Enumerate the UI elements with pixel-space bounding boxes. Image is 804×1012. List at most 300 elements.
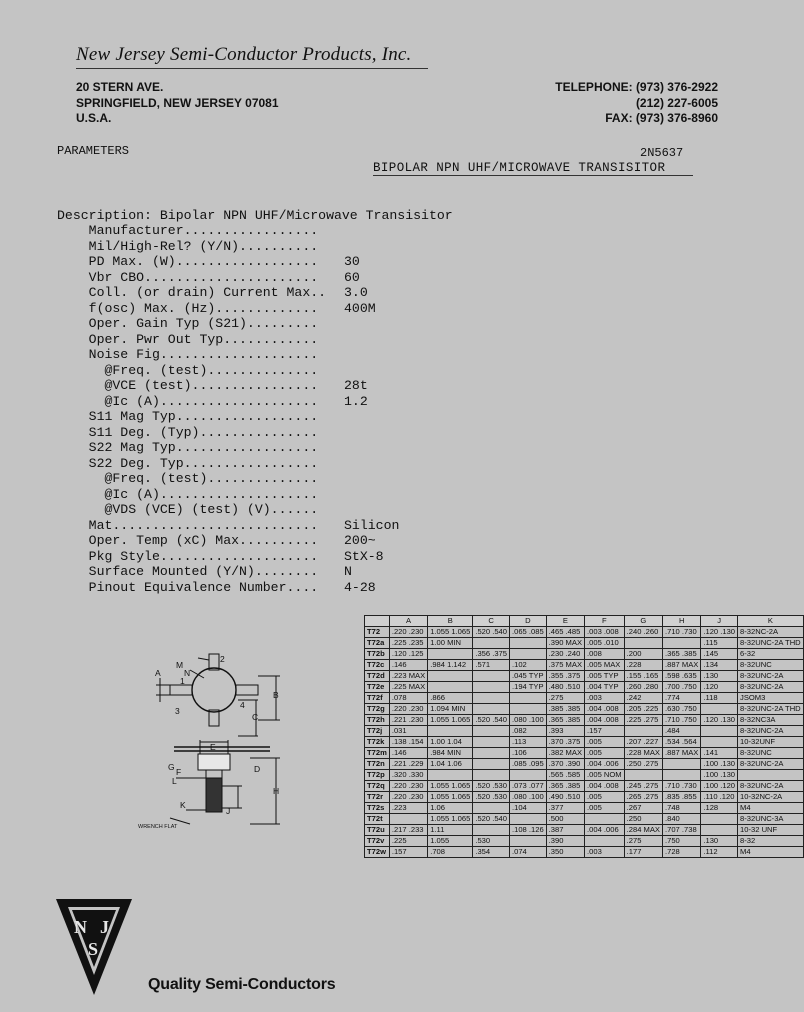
column-header: A xyxy=(389,616,427,627)
parameter-row xyxy=(57,579,376,596)
column-header: B xyxy=(428,616,473,627)
table-row xyxy=(365,660,804,671)
table-row xyxy=(365,814,804,825)
parameter-label: @Ic (A).................... xyxy=(57,486,319,502)
dimension-cell xyxy=(701,704,738,715)
parameter-label: @Freq. (test).............. xyxy=(57,362,319,378)
dimension-cell: .370 .390 xyxy=(546,759,584,770)
dim-label-l: L xyxy=(172,776,177,786)
package-type-cell: T72u xyxy=(365,825,390,836)
dimension-cell: 8-32NC-2A xyxy=(738,627,804,638)
dimension-cell: 8-32UNC-2A xyxy=(738,781,804,792)
dimension-cell: .155 .165 xyxy=(624,671,662,682)
dimension-cell: .221 .229 xyxy=(389,759,427,770)
dimension-cell: .530 xyxy=(473,836,510,847)
parameter-value: 400M xyxy=(344,300,376,316)
dimension-cell: .520 .540 xyxy=(473,814,510,825)
dimension-cell: .145 xyxy=(701,649,738,660)
pin-label-2: 2 xyxy=(220,654,225,664)
dimension-cell: 8-32NC3A xyxy=(738,715,804,726)
dimension-cell: M4 xyxy=(738,803,804,814)
parameter-row xyxy=(57,533,376,549)
address-line: 20 STERN AVE. xyxy=(76,80,164,94)
dimension-cell: .984 MIN xyxy=(428,748,473,759)
dimension-cell: 8-32UNC-2A xyxy=(738,682,804,693)
dimension-cell: .120 .130 xyxy=(701,627,738,638)
telephone-2: (212) 227-6005 xyxy=(635,95,718,110)
parameter-row xyxy=(57,456,318,472)
tagline: Quality Semi-Conductors xyxy=(148,976,336,993)
parameter-row xyxy=(57,316,318,332)
dimension-cell: .113 xyxy=(510,737,547,748)
dimension-cell xyxy=(663,759,701,770)
dimension-cell: .520 .540 xyxy=(473,715,510,726)
dimension-cell: 8-32UNC-2A xyxy=(738,671,804,682)
dimension-cell: .005 xyxy=(585,748,625,759)
parameter-value: 200~ xyxy=(344,533,376,548)
dimension-cell: .710 .750 xyxy=(663,715,701,726)
dimension-cell: .005 MAX xyxy=(585,660,625,671)
dimension-cell: .748 xyxy=(663,803,701,814)
dimension-cell xyxy=(701,825,738,836)
dimension-cell: .194 TYP xyxy=(510,682,547,693)
dimension-cell: .217 .233 xyxy=(389,825,427,836)
dimension-cell xyxy=(738,770,804,781)
package-type-cell: T72f xyxy=(365,693,390,704)
dimension-cell: .004 .006 xyxy=(585,825,625,836)
dimension-cell: .984 1.142 xyxy=(428,660,473,671)
dimension-cell: .565 .585 xyxy=(546,770,584,781)
dimension-table-header xyxy=(365,616,804,627)
dimension-cell xyxy=(473,759,510,770)
dimension-cell xyxy=(473,825,510,836)
top-view xyxy=(156,654,280,736)
parameter-label: Oper. Temp (xC) Max.......... xyxy=(57,533,319,548)
wrench-flat-label: WRENCH FLAT xyxy=(138,824,178,830)
dimension-cell: .082 xyxy=(510,726,547,737)
dimension-cell: .146 xyxy=(389,748,427,759)
table-row xyxy=(365,748,804,759)
dimension-cell xyxy=(585,814,625,825)
dimension-cell: .377 xyxy=(546,803,584,814)
dimension-cell: .700 .750 xyxy=(663,682,701,693)
dimension-cell: .138 .154 xyxy=(389,737,427,748)
dimension-cell: .004 .008 xyxy=(585,715,625,726)
dimension-cell: .225 .235 xyxy=(389,638,427,649)
dimension-cell: .284 MAX xyxy=(624,825,662,836)
dimension-cell: .005 xyxy=(585,803,625,814)
dimension-cell: .887 MAX xyxy=(663,748,701,759)
parameter-row xyxy=(57,347,318,363)
header-rule xyxy=(76,68,428,69)
dimension-cell: .225 xyxy=(389,836,427,847)
dimension-cell: .774 xyxy=(663,693,701,704)
package-type-cell: T72a xyxy=(365,638,390,649)
table-row xyxy=(365,693,804,704)
dimension-cell: .073 .077 xyxy=(510,781,547,792)
dimension-cell: .250 xyxy=(624,814,662,825)
contact-info xyxy=(555,80,718,127)
table-row xyxy=(365,682,804,693)
dimension-cell: 1.055 1.065 xyxy=(428,781,473,792)
dimension-cell: 1.055 1.065 xyxy=(428,715,473,726)
dim-label-n: N xyxy=(184,668,191,678)
dimension-cell: .220 .230 xyxy=(389,627,427,638)
parameter-row xyxy=(57,425,318,441)
dimension-cell xyxy=(510,814,547,825)
dimension-cell: .177 xyxy=(624,847,662,858)
dimension-cell: .520 .540 xyxy=(473,627,510,638)
dimension-cell: .008 xyxy=(585,649,625,660)
dimension-cell: .365 .385 xyxy=(546,715,584,726)
dimension-cell: .100 .130 xyxy=(701,770,738,781)
part-subtitle: BIPOLAR NPN UHF/MICROWAVE TRANSISITOR xyxy=(373,161,666,175)
dimension-cell xyxy=(663,638,701,649)
dimension-cell xyxy=(473,803,510,814)
column-header: G xyxy=(624,616,662,627)
dimension-cell: .840 xyxy=(663,814,701,825)
dimension-cell: .004 .006 xyxy=(585,759,625,770)
column-header: E xyxy=(546,616,584,627)
dimension-cell: .004 .008 xyxy=(585,704,625,715)
dimension-cell: .390 xyxy=(546,836,584,847)
dimension-cell xyxy=(624,770,662,781)
dimension-cell: .220 .230 xyxy=(389,781,427,792)
dimension-cell: .128 xyxy=(701,803,738,814)
dimension-cell xyxy=(473,770,510,781)
dimension-cell xyxy=(510,693,547,704)
parameter-row xyxy=(57,564,352,580)
dimension-cell: .393 xyxy=(546,726,584,737)
dimension-cell: .223 MAX xyxy=(389,671,427,682)
dimension-cell: 1.055 1.065 xyxy=(428,814,473,825)
dimension-cell xyxy=(624,638,662,649)
dimension-cell: 8-32UNC-2A xyxy=(738,726,804,737)
dimension-cell xyxy=(428,770,473,781)
dimension-cell: .106 xyxy=(510,748,547,759)
dimension-cell: .265 .275 xyxy=(624,792,662,803)
dimension-cell: .375 MAX xyxy=(546,660,584,671)
dimension-cell: .390 MAX xyxy=(546,638,584,649)
dimension-cell xyxy=(510,638,547,649)
address-line: U.S.A. xyxy=(76,111,112,125)
dimension-cell: .134 xyxy=(701,660,738,671)
dim-label-g: G xyxy=(168,762,175,772)
parameter-value: 4-28 xyxy=(344,579,376,595)
parameter-value: StX-8 xyxy=(344,548,384,564)
parameter-label: Oper. Gain Typ (S21)......... xyxy=(57,316,319,331)
dimension-cell xyxy=(473,737,510,748)
parameter-row xyxy=(57,378,368,394)
dim-label-k: K xyxy=(180,800,186,810)
parameter-row xyxy=(57,269,360,286)
package-type-cell: T72b xyxy=(365,649,390,660)
logo-letter-s: S xyxy=(88,939,99,959)
pin-label-1: 1 xyxy=(180,676,185,686)
parameter-row xyxy=(57,223,318,239)
dimension-cell: .065 .085 xyxy=(510,627,547,638)
parameter-label: S22 Deg. Typ................. xyxy=(57,455,319,471)
dimension-cell: .387 xyxy=(546,825,584,836)
table-row xyxy=(365,704,804,715)
address-line: SPRINGFIELD, NEW JERSEY 07081 xyxy=(76,95,279,110)
dimension-cell: .004 TYP xyxy=(585,682,625,693)
parameter-label: f(osc) Max. (Hz)............. xyxy=(57,300,319,316)
parameter-row xyxy=(57,332,318,348)
dimension-cell: .220 .230 xyxy=(389,704,427,715)
parameter-row xyxy=(57,393,368,410)
dimension-cell: .005 xyxy=(585,792,625,803)
dimension-cell: 8-32 xyxy=(738,836,804,847)
table-row xyxy=(365,737,804,748)
dimension-cell: 1.11 xyxy=(428,825,473,836)
dim-label-e: E xyxy=(210,742,216,752)
package-type-cell: T72p xyxy=(365,770,390,781)
dimension-cell: .207 .227 xyxy=(624,737,662,748)
package-type-cell: T72e xyxy=(365,682,390,693)
dimension-cell: .370 .375 xyxy=(546,737,584,748)
dimension-cell xyxy=(624,726,662,737)
parameter-label: Coll. (or drain) Current Max.. xyxy=(57,285,327,300)
dimension-cell: .365 .385 xyxy=(546,781,584,792)
dimension-cell: .500 xyxy=(546,814,584,825)
dim-label-a: A xyxy=(155,668,161,678)
dimension-cell: .005 xyxy=(585,737,625,748)
dimension-cell xyxy=(473,682,510,693)
column-header: F xyxy=(585,616,625,627)
package-type-cell: T72 xyxy=(365,627,390,638)
dimension-cell: .245 .275 xyxy=(624,781,662,792)
table-row xyxy=(365,671,804,682)
dimension-cell xyxy=(389,814,427,825)
parameter-label: @Ic (A).................... xyxy=(57,393,319,409)
table-row xyxy=(365,627,804,638)
parameter-label: Pinout Equivalence Number.... xyxy=(57,579,319,595)
dimension-cell xyxy=(428,726,473,737)
pin-label-4: 4 xyxy=(240,700,245,710)
dimension-cell: .120 xyxy=(701,682,738,693)
column-header: J xyxy=(701,616,738,627)
table-row xyxy=(365,836,804,847)
dimension-cell: .365 .385 xyxy=(663,649,701,660)
description: Description: Bipolar NPN UHF/Microwave Transisitor xyxy=(57,208,453,223)
dimension-cell: M4 xyxy=(738,847,804,858)
dimension-cell xyxy=(428,671,473,682)
dimension-cell xyxy=(510,770,547,781)
table-row xyxy=(365,770,804,781)
dimension-cell: .100 .130 xyxy=(701,759,738,770)
dimension-cell xyxy=(510,704,547,715)
parameter-row xyxy=(57,239,318,255)
dimension-cell: .520 .530 xyxy=(473,792,510,803)
dim-label-j: J xyxy=(226,806,231,816)
parameter-row xyxy=(57,440,318,456)
package-type-cell: T72q xyxy=(365,781,390,792)
dimension-cell xyxy=(510,836,547,847)
dim-label-h: H xyxy=(273,786,280,796)
dimension-cell: .080 .100 xyxy=(510,715,547,726)
parameters-label: PARAMETERS xyxy=(57,144,130,158)
dimension-cell: 1.04 1.06 xyxy=(428,759,473,770)
dimension-cell: 8-32UNC-3A xyxy=(738,814,804,825)
parameter-row xyxy=(57,517,400,534)
dimension-cell: 1.094 MIN xyxy=(428,704,473,715)
njs-logo xyxy=(54,897,134,997)
dimension-cell xyxy=(510,649,547,660)
parameter-label: Noise Fig.................... xyxy=(57,347,319,362)
dimension-cell: .385 .385 xyxy=(546,704,584,715)
dimension-cell: .118 xyxy=(701,693,738,704)
dimension-cell: .102 xyxy=(510,660,547,671)
dimension-cell: .260 .280 xyxy=(624,682,662,693)
pin-label-3: 3 xyxy=(175,706,180,716)
package-type-cell: T72c xyxy=(365,660,390,671)
dimension-cell: .003 xyxy=(585,847,625,858)
table-row xyxy=(365,638,804,649)
dimension-cell: .707 .738 xyxy=(663,825,701,836)
parameter-row xyxy=(57,548,384,565)
package-type-cell: T72h xyxy=(365,715,390,726)
dimension-cell xyxy=(473,704,510,715)
dimension-cell: .223 xyxy=(389,803,427,814)
dimension-cell: .275 xyxy=(546,693,584,704)
dimension-cell: .356 .375 xyxy=(473,649,510,660)
parameter-label: PD Max. (W).................. xyxy=(57,254,319,269)
dimension-cell: 10-32NC-2A xyxy=(738,792,804,803)
dimension-cell: .484 xyxy=(663,726,701,737)
parameter-value: 60 xyxy=(344,269,360,285)
dimension-cell xyxy=(701,737,738,748)
parameter-row xyxy=(57,409,318,425)
parameter-row xyxy=(57,471,318,487)
dimension-cell: 8-32UNC-2A THD xyxy=(738,704,804,715)
dimension-cell: .887 MAX xyxy=(663,660,701,671)
package-type-cell: T72t xyxy=(365,814,390,825)
dimension-cell: .267 xyxy=(624,803,662,814)
parameter-label: @Freq. (test).............. xyxy=(57,471,319,486)
dimension-cell: .078 xyxy=(389,693,427,704)
company-name: New Jersey Semi-Conductor Products, Inc. xyxy=(76,44,412,65)
dimension-cell: .085 .095 xyxy=(510,759,547,770)
package-type-cell: T72k xyxy=(365,737,390,748)
table-row xyxy=(365,715,804,726)
dimension-cell: .146 xyxy=(389,660,427,671)
dimension-cell: .104 xyxy=(510,803,547,814)
dimension-cell xyxy=(701,726,738,737)
table-row xyxy=(365,847,804,858)
part-number: 2N5637 xyxy=(640,146,684,160)
dimension-cell: .354 xyxy=(473,847,510,858)
dimension-cell: .112 xyxy=(701,847,738,858)
parameter-value: 28t xyxy=(344,378,368,393)
table-row xyxy=(365,649,804,660)
package-type-cell: T72m xyxy=(365,748,390,759)
dimension-cell: .710 .730 xyxy=(663,627,701,638)
dimension-cell: .130 xyxy=(701,836,738,847)
logo-letter-n: N xyxy=(74,917,87,937)
dimension-cell: .120 .130 xyxy=(701,715,738,726)
dimension-cell: .866 xyxy=(428,693,473,704)
dimension-cell: .465 .485 xyxy=(546,627,584,638)
dimension-cell: .534 .564 xyxy=(663,737,701,748)
dimension-cell: .835 .855 xyxy=(663,792,701,803)
dimension-cell: .005 NOM xyxy=(585,770,625,781)
dimension-table xyxy=(364,615,804,858)
dimension-cell: .230 .240 xyxy=(546,649,584,660)
parameter-label: @VCE (test)................ xyxy=(57,378,319,393)
dimension-cell xyxy=(585,836,625,847)
dimension-cell: .130 xyxy=(701,671,738,682)
dimension-cell: .490 .510 xyxy=(546,792,584,803)
package-type-cell: T72n xyxy=(365,759,390,770)
dimension-cell: .630 .750 xyxy=(663,704,701,715)
dimension-cell: 1.055 xyxy=(428,836,473,847)
parameter-value: 3.0 xyxy=(344,285,368,300)
dimension-cell: .710 .730 xyxy=(663,781,701,792)
dimension-cell: .221 .230 xyxy=(389,715,427,726)
parameter-label: Pkg Style.................... xyxy=(57,548,319,564)
fax: FAX: (973) 376-8960 xyxy=(605,111,718,125)
dimension-cell: .275 xyxy=(624,836,662,847)
parameter-row xyxy=(57,487,318,503)
dimension-cell: 6-32 xyxy=(738,649,804,660)
dimension-cell: .225 .275 xyxy=(624,715,662,726)
dimension-cell: 1.055 1.065 xyxy=(428,792,473,803)
dimension-cell xyxy=(663,770,701,781)
parameter-label: S11 Mag Typ.................. xyxy=(57,409,319,424)
parameter-label: S22 Mag Typ.................. xyxy=(57,440,319,455)
dimension-cell: .750 xyxy=(663,836,701,847)
dimension-cell: 8-32UNC-2A xyxy=(738,759,804,770)
package-type-cell: T72w xyxy=(365,847,390,858)
package-type-cell: T72s xyxy=(365,803,390,814)
dimension-cell: .571 xyxy=(473,660,510,671)
package-type-cell: T72g xyxy=(365,704,390,715)
dimension-cell: .350 xyxy=(546,847,584,858)
dimension-cell: 10-32UNF xyxy=(738,737,804,748)
table-row xyxy=(365,781,804,792)
dimension-cell xyxy=(473,748,510,759)
dim-label-f: F xyxy=(176,767,182,777)
dim-label-d: D xyxy=(254,764,261,774)
dimension-cell: 1.055 1.065 xyxy=(428,627,473,638)
dimension-cell: .250 .275 xyxy=(624,759,662,770)
column-header: D xyxy=(510,616,547,627)
dimension-cell: .157 xyxy=(585,726,625,737)
dimension-cell: 1.06 xyxy=(428,803,473,814)
dimension-cell: .108 .126 xyxy=(510,825,547,836)
dimension-cell: 8-32UNC xyxy=(738,660,804,671)
dimension-cell xyxy=(473,726,510,737)
dimension-cell xyxy=(428,682,473,693)
subtitle-rule xyxy=(373,175,693,176)
dimension-cell: .205 .225 xyxy=(624,704,662,715)
dimension-cell: .005 .010 xyxy=(585,638,625,649)
dimension-cell: .708 xyxy=(428,847,473,858)
dimension-cell: 1.00 MIN xyxy=(428,638,473,649)
parameter-row xyxy=(57,300,376,317)
parameter-label: Mat.......................... xyxy=(57,517,319,533)
column-header: K xyxy=(738,616,804,627)
column-header xyxy=(365,616,390,627)
package-type-cell: T72r xyxy=(365,792,390,803)
dimension-cell xyxy=(473,638,510,649)
parameter-value: Silicon xyxy=(344,517,400,533)
dimension-cell: .382 MAX xyxy=(546,748,584,759)
side-view xyxy=(170,740,280,824)
column-header: H xyxy=(663,616,701,627)
dimension-cell: .240 .260 xyxy=(624,627,662,638)
